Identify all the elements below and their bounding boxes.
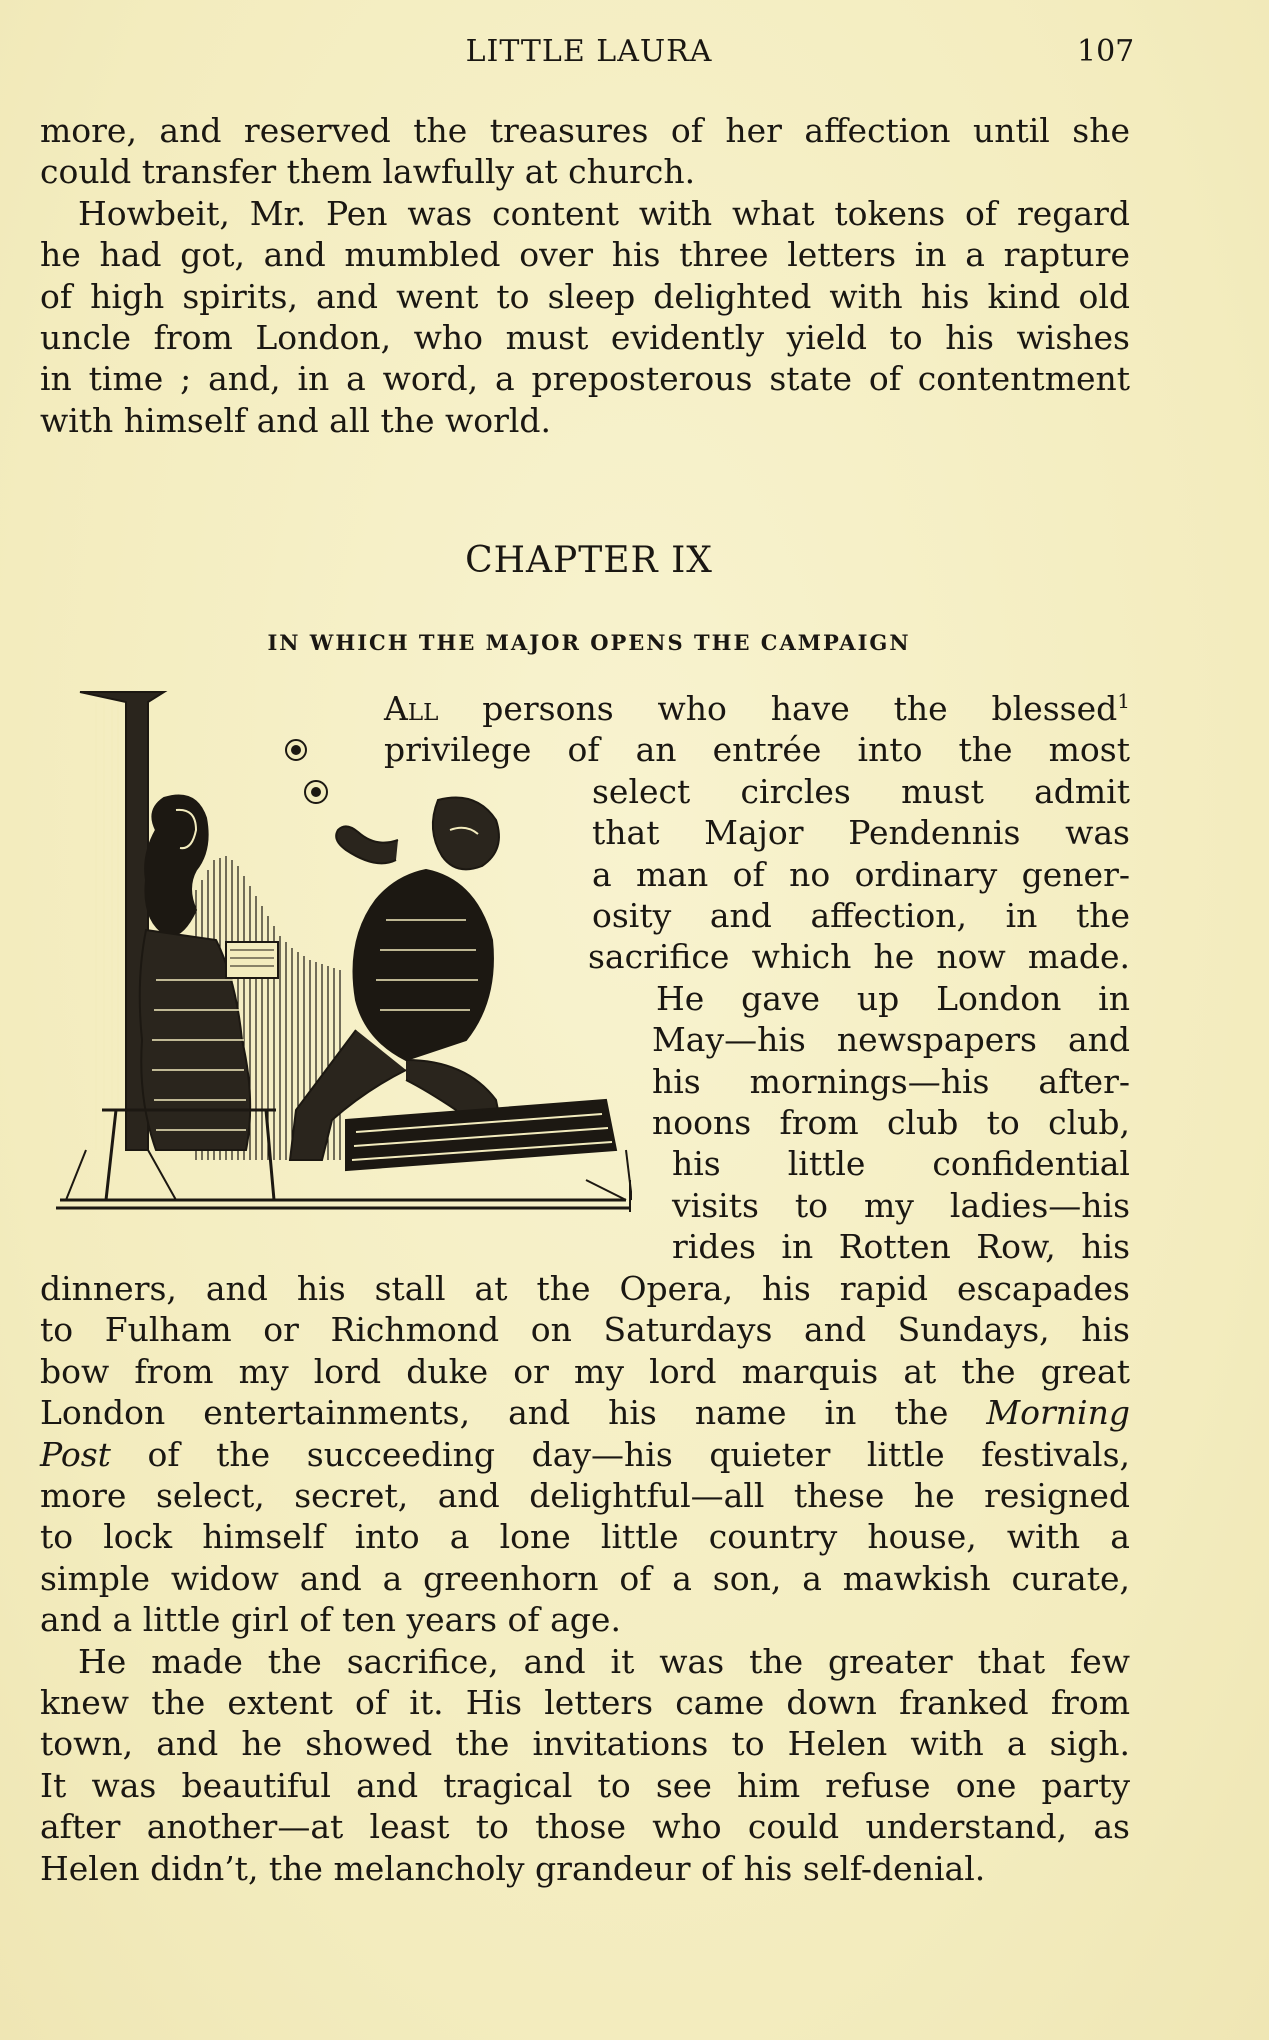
- text-line: simple widow and a greenhorn of a son, a mawkish curate,: [40, 1558, 1130, 1598]
- text-line: knew the extent of it. His letters came down franked from: [40, 1683, 1130, 1723]
- text-line: and a little girl of ten years of age.: [40, 1600, 621, 1640]
- text-line: [40, 1392, 1130, 1433]
- running-title-text: LITTLE LAURA: [465, 34, 713, 69]
- chapter-title: CHAPTER IX: [465, 540, 713, 581]
- text-line: to lock himself into a lone little country house, with a: [40, 1517, 1130, 1557]
- text-line: bow from my lord duke or my lord marquis at the great: [40, 1351, 1130, 1391]
- text-line: He gave up London in: [656, 978, 1130, 1018]
- opening-text: [40, 110, 1130, 441]
- text-line: [384, 688, 1130, 729]
- running-head: [0, 32, 1269, 72]
- text-line: his mornings—his after-: [652, 1061, 1130, 1101]
- text-line: in time ; and, in a word, a preposterous state of contentment: [40, 359, 1130, 399]
- text-line: dinners, and his stall at the Opera, his rapid escapades: [40, 1269, 1130, 1308]
- text-line: Helen didn’t, the melancholy grandeur of his self-denial.: [40, 1848, 986, 1888]
- text-line: He made the sacrifice, and it was the greater that few: [78, 1641, 1130, 1681]
- text-line: he had got, and mumbled over his three letters in a rapture: [40, 235, 1130, 275]
- text-line: his little confidential: [672, 1144, 1130, 1184]
- text-line: to Fulham or Richmond on Saturdays and Sundays, his: [40, 1310, 1130, 1350]
- italic-title: Morning: [986, 1393, 1130, 1433]
- text-line: privilege of an entrée into the most: [384, 730, 1130, 770]
- text-line: more select, secret, and delightful—all these he resigned: [40, 1476, 1130, 1516]
- footnote-mark: 1: [1117, 689, 1130, 713]
- text-line: select circles must admit: [592, 771, 1130, 811]
- chapter-subtitle: IN WHICH THE MAJOR OPENS THE CAMPAIGN: [267, 630, 911, 655]
- chapter-body: [40, 1268, 1130, 1889]
- italic-title: Post: [40, 1434, 111, 1474]
- text-line: rides in Rotten Row, his: [672, 1227, 1130, 1267]
- text-fragment: London entertainments, and his name in the: [40, 1393, 949, 1433]
- text-line: osity and affection, in the: [592, 896, 1130, 935]
- text-line: uncle from London, who must evidently yield to his wishes: [40, 318, 1130, 358]
- running-title: [0, 32, 1178, 72]
- text-line: It was beautiful and tragical to see him refuse one party: [40, 1765, 1130, 1805]
- text-line: May—his newspapers and: [652, 1020, 1130, 1060]
- text-line: after another—at least to those who could understand, as: [40, 1807, 1130, 1847]
- text-line: sacrifice which he now made.: [588, 937, 1130, 977]
- text-line: that Major Pendennis was: [592, 813, 1130, 853]
- text-line: visits to my ladies—his: [672, 1185, 1130, 1225]
- text-fragment: of the succeeding day—his quieter little festivals,: [110, 1434, 1130, 1474]
- first-line-rest: persons who have the blessed: [438, 689, 1118, 728]
- text-line: could transfer them lawfully at church.: [40, 152, 696, 192]
- page-number: 107: [1077, 34, 1135, 69]
- text-line: [40, 1434, 1130, 1475]
- text-line: town, and he showed the invitations to Helen with a sigh.: [40, 1724, 1130, 1764]
- text-line: noons from club to club,: [652, 1103, 1130, 1142]
- text-line: more, and reserved the treasures of her affection until she: [40, 111, 1130, 150]
- text-line: of high spirits, and went to sleep delighted with his kind old: [40, 276, 1130, 316]
- drop-word: All: [384, 689, 439, 728]
- text-line: with himself and all the world.: [40, 400, 552, 440]
- text-line: Howbeit, Mr. Pen was content with what tokens of regard: [78, 193, 1130, 233]
- text-line: a man of no ordinary gener-: [592, 854, 1130, 894]
